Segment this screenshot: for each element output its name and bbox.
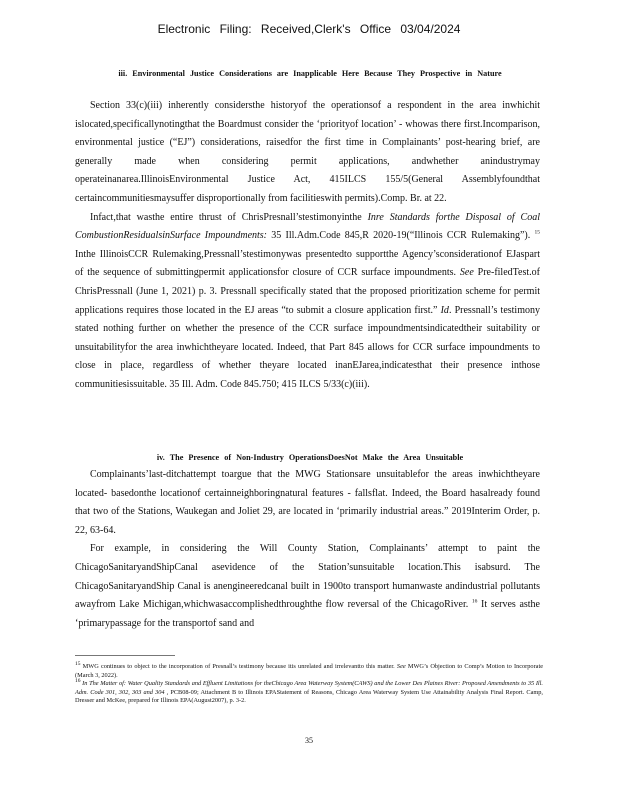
- footnote-number: 15: [75, 660, 81, 667]
- text-segment: MWG’s Objection to Comp’s Motion to Incorporate (March 3, 2022).: [75, 663, 544, 679]
- filing-header: Electronic Filing: Received,Clerk's Office 03/04/2024: [157, 22, 461, 36]
- text-segment: Pre-filedTest.of ChrisPressnall (June 1, 2021) p. 3. Pressnall specifically stated that the proposed prioritization scheme for permit applications requires those located in the EJ areas “to submit a closure application first.”: [75, 267, 540, 316]
- paragraph-will-county: [75, 540, 540, 633]
- footnote-15: [75, 660, 544, 680]
- text-segment: For example, in considering the Will County Station, Complainants’ attempt to paint the ChicagoSanitaryandShipCanal asevidence of the Station’sunsuitable location.This isabsurd. The ChicagoSanitaryandShip Canal is anengineeredcanal built in 1900to transport humanwaste andindustrial pollutants awayfrom Lake Michigan,whichwasaccomplishedthroughthe flow reversal of the ChicagoRiver.: [75, 543, 540, 611]
- text-segment: Inthe IllinoisCCR Rulemaking,Pressnall’stestimonywas presentedto supportthe Agency’sconsiderationof EJaspart of the sequence of submittingpermit applicationsfor closure of CCR surface impoundments.: [75, 248, 540, 279]
- body-text-bottom: [75, 466, 540, 633]
- case-title: In The Matter of: Water Quality Standards and Effluent Limitations for theChicago Area Waterway System(CAWS) and the Lower Des Plaines River: Proposed Amendments to 35 Ill. Adm. Code 301, 302, 303 and 304: [75, 680, 543, 696]
- footnote-ref-15[interactable]: 15: [534, 229, 540, 236]
- text-segment: MWG continues to object to the incorporation of Presnall’s testimony because itis unrelated and irrelevantto this matter.: [80, 663, 397, 670]
- citation-signal: See: [396, 663, 406, 670]
- footnote-divider: [75, 655, 175, 656]
- text-segment: . Pressnall’s testimony stated nothing further on whether the presence of the CCR surface impoundmentsindicatedtheir suitability or unsuitabilityfor the area inwhichtheyare located. Indeed, that Part 845 allows for CCR surface impoundments to close in place, regardless of whether theyare located inanEJarea,indicatesthat their presence inthose communitiesissuitable. 35 Ill. Adm. Code 845.750; 415 ILCS 5/33(c)(iii).: [75, 304, 540, 390]
- text-segment: 35 Ill.Adm.Code 845,R 2020-19(“Illinois CCR Rulemaking”).: [267, 230, 535, 242]
- footnote-16: [75, 680, 543, 706]
- case-title: Inre Standards forthe Disposal of Coal CombustionResidualsinSurface Impoundments:: [75, 211, 541, 242]
- text-segment: Infact,that wasthe entire thrust of ChrisPresnall’stestimonyinthe: [90, 211, 368, 223]
- text-segment: , PCB08-09; Attachment B to Illinois EPAStatement of Reasons, Chicago Area Waterway System Use Attainability Analysis Final Report. Camp, Dresser and McKee, prepared for Illinois EPA(August2007), p. 3-2.: [75, 688, 543, 705]
- citation-signal: See: [459, 267, 474, 279]
- footnote-number: 16: [75, 678, 81, 685]
- footnotes: [75, 660, 544, 706]
- section-heading-iv: iv. The Presence of Non-Industry OperationsDoesNot Make the Area Unsuitable: [156, 453, 464, 462]
- paragraph-presnall-testimony: [75, 209, 540, 395]
- page-number: 35: [305, 736, 313, 745]
- section-heading-iii: iii. Environmental Justice Considerations are Inapplicable Here Because They Prospective in Nature: [118, 69, 502, 78]
- footnote-ref-16[interactable]: 16: [471, 598, 478, 605]
- citation-signal: Id: [440, 304, 449, 316]
- body-text-top: [75, 97, 540, 395]
- paragraph-last-ditch: Complainants’last-ditchattempt toargue that the MWG Stationsare unsuitablefor the areas inwhichtheyare located- basedonthe locationof certainneighboringnatural features - fallsflat. Indeed, the Board hasalready found that two of the Stations, Waukegan and Joliet 29, are located in ‘primarily industrial areas.” 2019Interim Order, p. 22, 63-64.: [75, 469, 540, 536]
- text-segment: It serves asthe ‘primarypassage for the transportof sand and: [75, 599, 540, 629]
- paragraph-section-33: Section 33(c)(iii) inherently considersthe historyof the operationsof a respondent in the area inwhichit islocated,specificallynotingthat the Boardmust consider the ‘priorityof location’ - whowas there first.Incomparison, environmental justice (“EJ”) considerations, raisedfor the first time in Complainants’ post-hearing brief, are generally made when considering permit applications, andwhether anindustrymay operateinanarea.IllinoisEnvironmental Justice Act, 415ILCS 155/5(General Assemblyfoundthat certaincommunitiesmaysuffer disproportionally from facilitieswith permits).Comp. Br. at 22.: [75, 100, 540, 204]
